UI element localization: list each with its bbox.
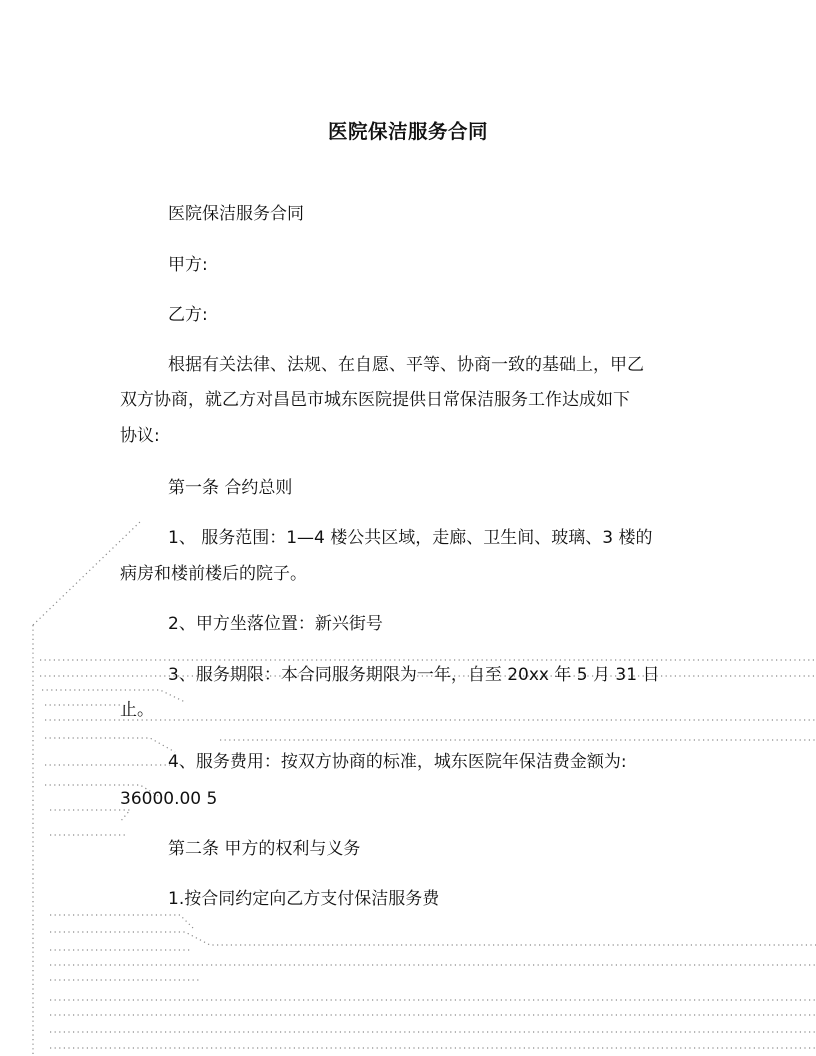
item-2: 2、甲方坐落位置：新兴街号 — [168, 614, 383, 634]
preamble-line-2: 双方协商，就乙方对昌邑市城东医院提供日常保洁服务工作达成如下 — [120, 390, 630, 410]
article-2-heading: 第二条 甲方的权利与义务 — [168, 839, 361, 859]
item-3-line-2: 止。 — [120, 700, 154, 720]
party-b-label: 乙方: — [168, 305, 208, 325]
document-title: 医院保洁服务合同 — [327, 120, 488, 143]
item-3-line-1: 3、服务期限：本合同服务期限为一年，自至 20xx 年 5 月 31 日 — [168, 665, 660, 685]
article-1-heading: 第一条 合约总则 — [168, 478, 293, 498]
article-2-item-1: 1.按合同约定向乙方支付保洁服务费 — [168, 889, 440, 909]
document-subtitle: 医院保洁服务合同 — [168, 204, 304, 224]
party-a-label: 甲方: — [168, 255, 208, 275]
item-4-line-1: 4、服务费用：按双方协商的标准，城东医院年保洁费金额为: — [168, 752, 627, 772]
item-1-line-2: 病房和楼前楼后的院子。 — [120, 564, 307, 584]
preamble-line-1: 根据有关法律、法规、在自愿、平等、协商一致的基础上，甲乙 — [168, 355, 644, 375]
item-4-line-2: 36000.00 5 — [120, 789, 218, 809]
preamble-line-3: 协议: — [120, 426, 160, 446]
item-1-line-1: 1、 服务范围：1—4 楼公共区域，走廊、卫生间、玻璃、3 楼的 — [168, 528, 653, 548]
